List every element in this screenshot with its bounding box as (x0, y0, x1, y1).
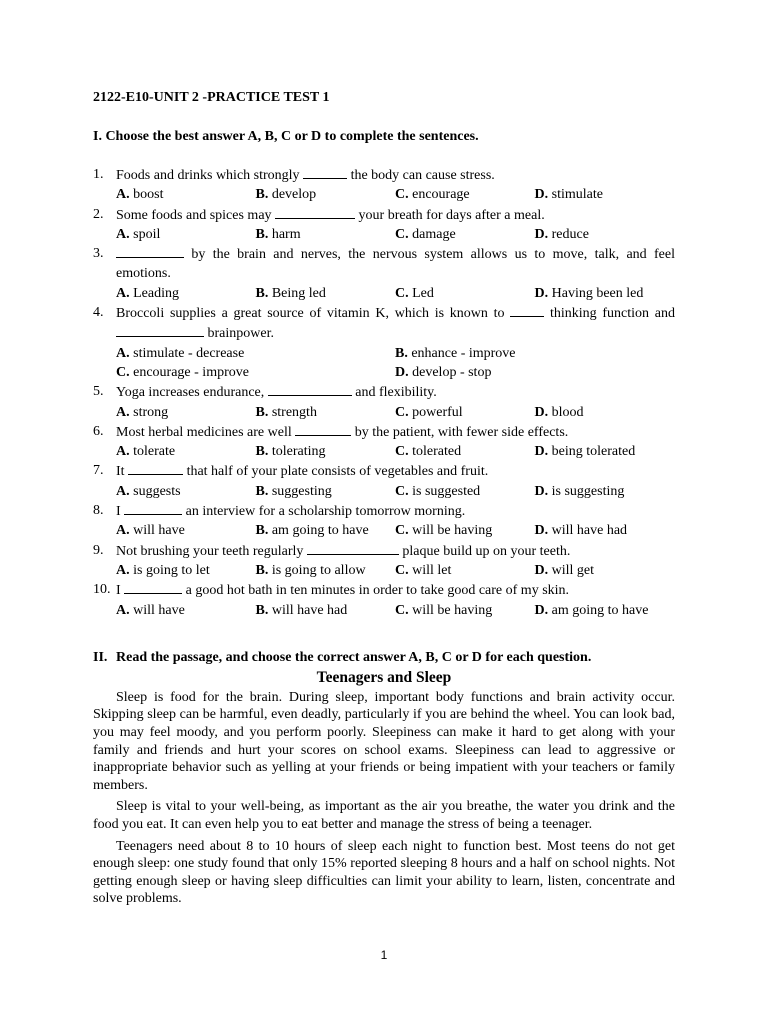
answer-blank (128, 461, 183, 475)
answer-blank (303, 165, 347, 179)
passage-title: Teenagers and Sleep (316, 668, 452, 686)
question-8: 8. I an interview for a scholarship tomorrow morning. (93, 503, 466, 520)
option-a: A. will have (116, 602, 185, 618)
option-a: A. strong (116, 404, 169, 420)
question-1: 1. Foods and drinks which strongly the body can cause stress. (93, 167, 495, 183)
option-d: D. is suggesting (534, 483, 625, 499)
option-b: B. develop (255, 187, 317, 203)
passage-paragraph-3: Teenagers need about 8 to 10 hours of sleep each night to function best. Most teens do not get enough sleep: one study found that only 15% reported sleeping 8 hours and a half on school nights. Not getting enough sleep or having sleep difficulties can limit your ability to learn, listen, concentrate and solve problems. (93, 838, 675, 907)
option-b: B. harm (255, 226, 301, 242)
option-d: D. Having been led (534, 285, 644, 301)
option-c: C. is suggested (395, 483, 481, 499)
options-5 (93, 403, 675, 422)
options-8 (93, 521, 675, 540)
option-d: D. being tolerated (534, 444, 636, 460)
passage-paragraph-1: Sleep is food for the brain. During sleep, important body functions and brain activity occur. Skipping sleep can be harmful, even deadly, particularly if you are behind the wheel. You can look bad, you may feel moody, and you perform poorly. Sleepiness can make it hard to get along with your family and friends and hurt your scores on school exams. Sleepiness can lead to aggressive or inappropriate behavior such as yelling at your friends or being impatient with your teachers or family members. (93, 689, 675, 793)
option-a: A. stimulate - decrease (116, 345, 245, 361)
option-d: D. will get (534, 562, 595, 578)
options-4-row1 (93, 344, 675, 363)
question-7: 7. It that half of your plate consists of vegetables and fruit. (93, 463, 489, 480)
option-b: B. is going to allow (255, 562, 366, 578)
question-6: 6. Most herbal medicines are well by the patient, with fewer side effects. (93, 423, 569, 440)
option-a: A. suggests (116, 483, 181, 499)
option-c: C. will be having (395, 602, 493, 618)
answer-blank (275, 205, 355, 219)
option-c: C. encourage - improve (116, 364, 249, 380)
option-d: D. am going to have (534, 602, 649, 618)
option-b: B. tolerating (255, 444, 326, 460)
options-2 (93, 225, 675, 244)
option-a: A. tolerate (116, 444, 176, 460)
option-b: B. am going to have (255, 523, 369, 539)
option-c: C. damage (395, 226, 456, 242)
option-d: D. stimulate (534, 187, 603, 203)
answer-blank (510, 303, 544, 317)
options-6 (93, 442, 675, 461)
option-a: A. is going to let (116, 562, 210, 578)
option-b: B. strength (255, 404, 317, 420)
document-page (93, 88, 675, 912)
option-a: A. will have (116, 523, 185, 539)
option-b: B. will have had (255, 602, 348, 618)
section1-heading: I. Choose the best answer A, B, C or D to complete the sentences. (93, 129, 479, 144)
option-c: C. will be having (395, 523, 493, 539)
option-c: C. will let (395, 562, 452, 578)
answer-blank (124, 580, 182, 594)
option-c: C. tolerated (395, 444, 462, 460)
option-c: C. powerful (395, 404, 463, 420)
options-1 (93, 185, 675, 204)
option-c: C. encourage (395, 187, 470, 203)
section2-heading: II. Read the passage, and choose the correct answer A, B, C or D for each question. (93, 649, 592, 665)
question-5: 5. Yoga increases endurance, and flexibility. (93, 384, 437, 401)
option-b: B. enhance - improve (395, 345, 516, 361)
options-7 (93, 482, 675, 501)
question-list (93, 165, 675, 620)
answer-blank (295, 422, 351, 436)
option-d: D. reduce (534, 226, 589, 242)
document-title: 2122-E10-UNIT 2 -PRACTICE TEST 1 (93, 90, 330, 105)
option-d: D. develop - stop (395, 364, 492, 380)
question-2: 2. Some foods and spices may your breath for days after a meal. (93, 206, 545, 223)
answer-blank (124, 501, 182, 515)
question-4: 4. Broccoli supplies a great source of vitamin K, which is known to thinking function and brainpower. (93, 305, 675, 342)
option-a: A. Leading (116, 285, 179, 301)
options-4-row2 (93, 363, 675, 382)
options-10 (93, 601, 675, 620)
question-3: 3. by the brain and nerves, the nervous system allows us to move, talk, and feel emotions. (93, 246, 675, 282)
options-9 (93, 561, 675, 580)
option-b: B. suggesting (255, 483, 332, 499)
question-9: 9. Not brushing your teeth regularly plaque build up on your teeth. (93, 542, 571, 559)
option-b: B. Being led (255, 285, 326, 301)
passage-paragraph-2: Sleep is vital to your well-being, as important as the air you breathe, the water you drink and the food you eat. It can even help you to eat better and manage the stress of being a teenager. (93, 799, 675, 832)
answer-blank (307, 541, 399, 555)
option-d: D. will have had (534, 523, 628, 539)
option-c: C. Led (395, 285, 434, 301)
answer-blank (116, 323, 204, 337)
answer-blank (268, 382, 352, 396)
page-number: 1 (380, 948, 388, 962)
option-a: A. boost (116, 187, 164, 203)
options-3 (93, 284, 675, 303)
option-d: D. blood (534, 404, 584, 420)
question-10: 10. I a good hot bath in ten minutes in order to take good care of my skin. (93, 582, 570, 599)
option-a: A. spoil (116, 226, 161, 242)
answer-blank (116, 244, 184, 258)
